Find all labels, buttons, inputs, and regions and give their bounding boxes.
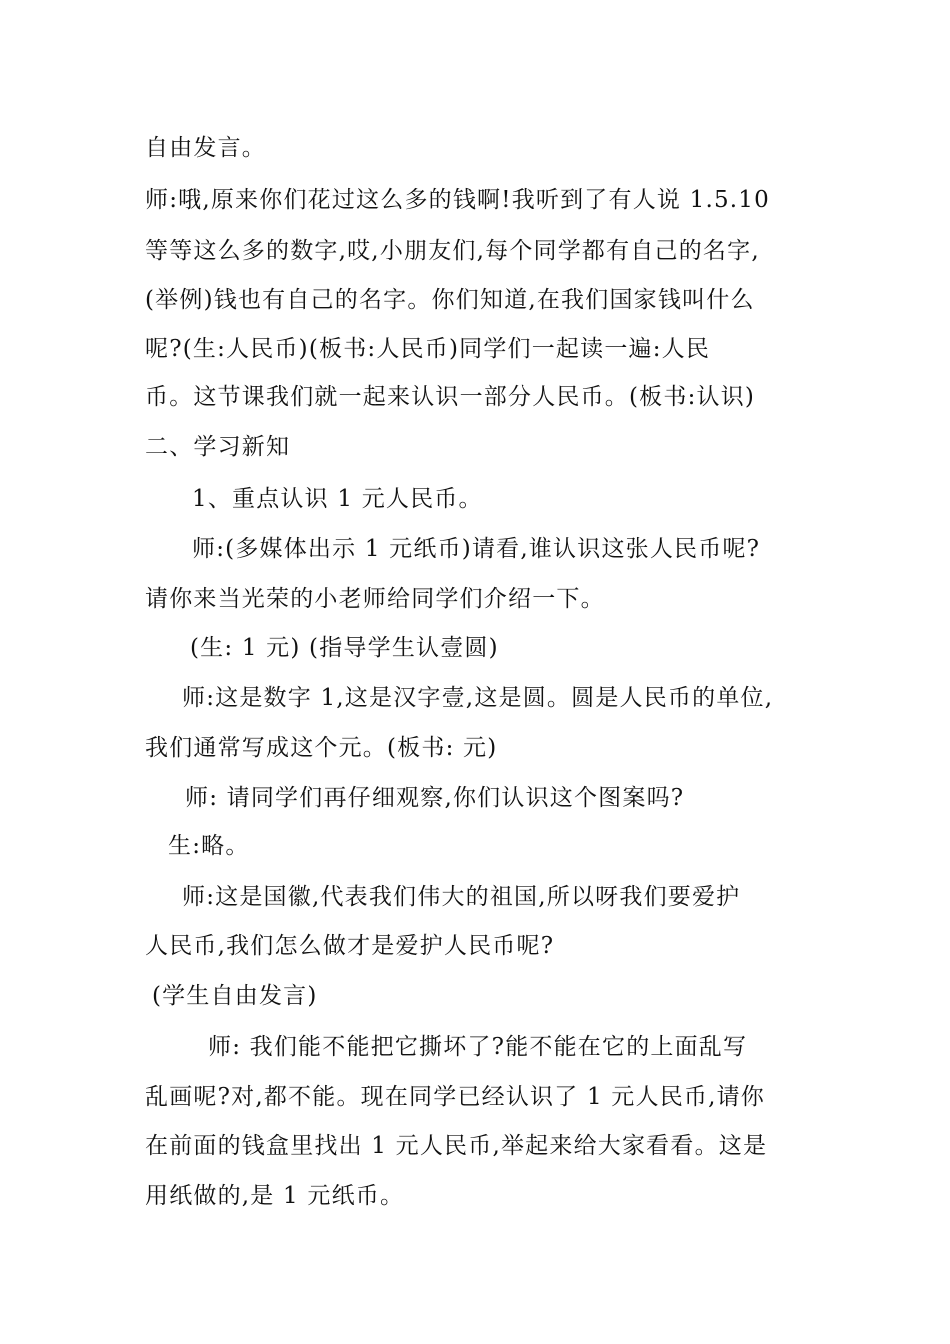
text-line-1: 自由发言。 — [145, 135, 266, 161]
text-line-13: 我们通常写成这个元。(板书: 元) — [145, 735, 498, 761]
text-line-3: 等等这么多的数字,哎,小朋友们,每个同学都有自己的名字, — [145, 238, 760, 264]
text-line-4: (举例)钱也有自己的名字。你们知道,在我们国家钱叫什么 — [145, 287, 755, 313]
text-line-20: 乱画呢?对,都不能。现在同学已经认识了 1 元人民币,请你 — [145, 1084, 766, 1110]
text-line-17: 人民币,我们怎么做才是爱护人民币呢? — [145, 933, 555, 959]
text-line-19: 师: 我们能不能把它撕坏了?能不能在它的上面乱写 — [208, 1034, 748, 1060]
text-line-2: 师:哦,原来你们花过这么多的钱啊!我听到了有人说 1.5.10 — [145, 187, 770, 213]
text-line-16: 师:这是国徽,代表我们伟大的祖国,所以呀我们要爱护 — [182, 884, 741, 910]
text-line-5: 呢?(生:人民币)(板书:人民币)同学们一起读一遍:人民 — [145, 336, 711, 362]
text-line-21: 在前面的钱盒里找出 1 元人民币,举起来给大家看看。这是 — [145, 1133, 768, 1159]
section-heading: 二、学习新知 — [145, 434, 291, 460]
text-line-22: 用纸做的,是 1 元纸币。 — [145, 1183, 405, 1209]
text-line-11: (生: 1 元) (指导学生认壹圆) — [190, 635, 499, 661]
text-line-12: 师:这是数字 1,这是汉字壹,这是圆。圆是人民币的单位, — [182, 685, 774, 711]
text-line-15: 生:略。 — [168, 833, 250, 859]
text-line-10: 请你来当光荣的小老师给同学们介绍一下。 — [145, 586, 605, 612]
text-line-8: 1、重点认识 1 元人民币。 — [192, 486, 483, 512]
text-line-14: 师: 请同学们再仔细观察,你们认识这个图案吗? — [185, 785, 685, 811]
text-line-6: 币。这节课我们就一起来认识一部分人民币。(板书:认识) — [145, 384, 756, 410]
text-line-9: 师:(多媒体出示 1 元纸币)请看,谁认识这张人民币呢? — [192, 536, 761, 562]
text-line-18: (学生自由发言) — [152, 983, 318, 1009]
